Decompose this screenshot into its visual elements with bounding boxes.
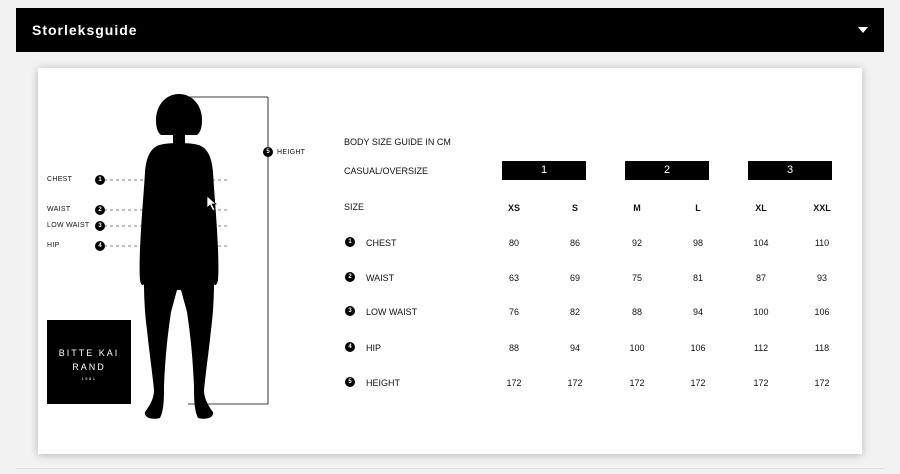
size-header-xxl: XXL xyxy=(813,203,831,213)
height-marker: 5 xyxy=(263,147,273,157)
hip-measure-label: HIP xyxy=(47,242,60,249)
fit-label: CASUAL/OVERSIZE xyxy=(344,166,429,176)
row-chest-marker: 1 xyxy=(345,237,355,247)
low-waist-measure-label: LOW WAIST xyxy=(47,222,90,229)
table-cell: 69 xyxy=(569,273,580,283)
size-header-xl: XL xyxy=(755,203,767,213)
logo-line-2: RAND xyxy=(72,362,106,372)
table-cell: 172 xyxy=(506,378,522,388)
table-cell: 172 xyxy=(567,378,583,388)
table-cell: 94 xyxy=(569,343,580,353)
chevron-down-icon[interactable] xyxy=(858,27,868,33)
table-cell: 100 xyxy=(753,307,769,317)
logo-line-3: 1981 xyxy=(81,376,97,381)
table-cell: 172 xyxy=(814,378,830,388)
row-chest-label: CHEST xyxy=(366,238,397,248)
size-group-3: 3 xyxy=(748,161,832,180)
table-cell: 80 xyxy=(508,238,519,248)
table-cell: 118 xyxy=(814,343,830,353)
table-title: BODY SIZE GUIDE IN CM xyxy=(344,137,451,147)
brand-logo xyxy=(47,320,131,404)
row-height-marker: 5 xyxy=(345,377,355,387)
table-cell: 112 xyxy=(753,343,769,353)
table-cell: 172 xyxy=(690,378,706,388)
divider xyxy=(16,468,884,469)
row-low-waist-marker: 3 xyxy=(345,306,355,316)
table-cell: 75 xyxy=(631,273,642,283)
row-height-label: HEIGHT xyxy=(366,378,401,388)
height-measure-label: HEIGHT xyxy=(277,149,306,156)
table-cell: 100 xyxy=(629,343,645,353)
size-header-xs: XS xyxy=(507,203,520,213)
hip-marker: 4 xyxy=(95,241,105,251)
size-guide-header[interactable] xyxy=(16,8,884,52)
size-header-s: S xyxy=(571,203,578,213)
table-cell: 93 xyxy=(816,273,827,283)
table-cell: 76 xyxy=(508,307,519,317)
silhouette-icon xyxy=(140,94,219,419)
table-cell: 110 xyxy=(814,238,830,248)
size-header-m: M xyxy=(633,203,641,213)
table-cell: 106 xyxy=(690,343,706,353)
table-cell: 82 xyxy=(569,307,580,317)
table-cell: 98 xyxy=(692,238,703,248)
row-waist-label: WAIST xyxy=(366,273,395,283)
table-cell: 86 xyxy=(569,238,580,248)
waist-measure-label: WAIST xyxy=(47,206,71,213)
row-waist-marker: 2 xyxy=(345,272,355,282)
table-cell: 88 xyxy=(631,307,642,317)
table-cell: 81 xyxy=(692,273,703,283)
table-cell: 88 xyxy=(508,343,519,353)
table-cell: 104 xyxy=(753,238,769,248)
low-waist-marker: 3 xyxy=(95,221,105,231)
size-group-2: 2 xyxy=(625,161,709,180)
size-guide-title: Storleksguide xyxy=(32,22,138,38)
chest-measure-label: CHEST xyxy=(47,176,73,183)
table-cell: 92 xyxy=(631,238,642,248)
table-cell: 106 xyxy=(814,307,830,317)
size-header-l: L xyxy=(695,203,701,213)
size-row-label: SIZE xyxy=(344,202,365,212)
size-group-1: 1 xyxy=(502,161,586,180)
table-cell: 172 xyxy=(753,378,769,388)
size-guide-panel xyxy=(38,68,862,454)
waist-marker: 2 xyxy=(95,205,105,215)
row-low-waist-label: LOW WAIST xyxy=(366,307,418,317)
row-hip-label: HIP xyxy=(366,343,382,353)
table-cell: 63 xyxy=(508,273,519,283)
logo-line-1: BITTE KAI xyxy=(58,348,120,358)
row-hip-marker: 4 xyxy=(345,342,355,352)
table-cell: 87 xyxy=(755,273,766,283)
table-cell: 94 xyxy=(692,307,703,317)
chest-marker: 1 xyxy=(95,175,105,185)
table-cell: 172 xyxy=(629,378,645,388)
